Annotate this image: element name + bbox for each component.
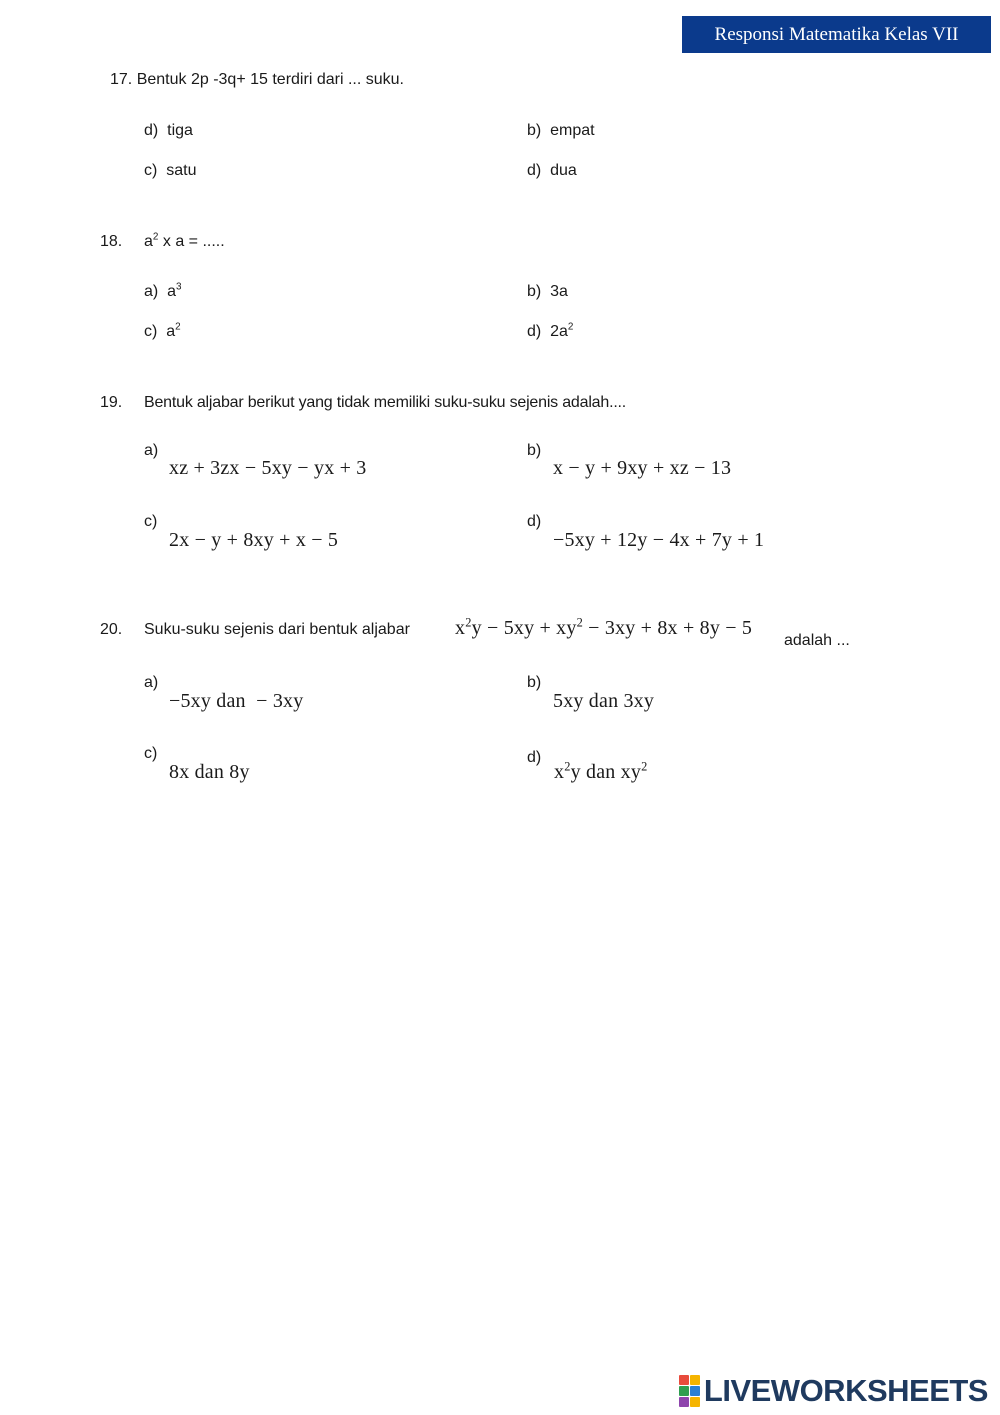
- option-label: d): [144, 122, 159, 139]
- logo-cell: [679, 1397, 689, 1407]
- q20-option-a[interactable]: −5xy dan − 3xy: [169, 690, 304, 712]
- q20-option-d[interactable]: $x^2y$ dan $xy^2$: [554, 759, 648, 783]
- logo-text: LIVEWORKSHEETS: [703, 1373, 988, 1408]
- q18-option-1[interactable]: [144, 282, 182, 302]
- q20-option-c[interactable]: 8x dan 8y: [169, 761, 250, 783]
- option-label: d): [527, 162, 542, 179]
- q19-option-c[interactable]: 2x − y + 8xy + x − 5: [169, 529, 339, 551]
- option-label: d): [527, 323, 542, 340]
- question-18-text: $a^2$ x a = .....: [144, 231, 225, 250]
- page-header-title: Responsi Matematika Kelas VII: [682, 16, 991, 53]
- q20-option-c-label: c): [144, 745, 158, 762]
- logo-grid-icon: [679, 1375, 700, 1407]
- logo-cell: [690, 1386, 700, 1396]
- q19-option-d-label: d): [527, 513, 542, 530]
- option-label: b): [527, 283, 542, 300]
- liveworksheets-logo: [679, 1374, 988, 1408]
- option-text: $2a^2$: [550, 321, 574, 340]
- question-17-text: Bentuk 2p -3q+ 15 terdiri dari ... suku.: [136, 71, 404, 88]
- q20-option-b-label: b): [527, 674, 542, 691]
- q17-option-2[interactable]: [527, 121, 595, 141]
- option-text: $a^2$: [166, 321, 181, 340]
- option-label: a): [144, 283, 159, 300]
- question-18-number: 18.: [100, 233, 123, 250]
- logo-cell: [690, 1375, 700, 1385]
- q20-option-a-label: a): [144, 674, 159, 691]
- question-20-expression: $x^2y - 5xy + xy^2 - 3xy + 8x + 8y - 5$: [455, 615, 753, 639]
- option-text: 3a: [550, 283, 568, 300]
- question-20-text-after: adalah ...: [784, 632, 850, 649]
- question-20-text: Suku-suku sejenis dari bentuk aljabar: [144, 621, 410, 638]
- q19-option-d[interactable]: −5xy + 12y − 4x + 7y + 1: [553, 529, 765, 551]
- q18-option-4[interactable]: [527, 322, 573, 342]
- option-label: c): [144, 162, 158, 179]
- q19-option-b[interactable]: x − y + 9xy + xz − 13: [553, 457, 732, 479]
- q17-option-4[interactable]: [527, 161, 577, 181]
- option-text: empat: [550, 122, 595, 139]
- question-19-text: Bentuk aljabar berikut yang tidak memiliki suku-suku sejenis adalah....: [144, 394, 627, 411]
- option-text: dua: [550, 162, 577, 179]
- question-20-number: 20.: [100, 621, 123, 638]
- q18-option-2[interactable]: [527, 282, 568, 302]
- option-text: $a^3$: [167, 281, 182, 300]
- q19-option-a[interactable]: xz + 3zx − 5xy − yx + 3: [169, 457, 367, 479]
- q17-option-1[interactable]: [144, 121, 193, 141]
- option-label: c): [144, 323, 158, 340]
- logo-cell: [690, 1397, 700, 1407]
- q19-option-a-label: a): [144, 442, 159, 459]
- option-text: tiga: [167, 122, 193, 139]
- question-19-number: 19.: [100, 394, 123, 411]
- question-17-number: 17.: [110, 71, 133, 88]
- logo-cell: [679, 1386, 689, 1396]
- q17-option-3[interactable]: [144, 161, 196, 181]
- option-text: satu: [166, 162, 197, 179]
- q18-option-3[interactable]: [144, 322, 181, 342]
- q19-option-b-label: b): [527, 442, 542, 459]
- option-label: b): [527, 122, 542, 139]
- question-17: [110, 70, 404, 90]
- q20-option-d-label: d): [527, 749, 542, 766]
- q20-option-b[interactable]: 5xy dan 3xy: [553, 690, 655, 712]
- logo-cell: [679, 1375, 689, 1385]
- q19-option-c-label: c): [144, 513, 158, 530]
